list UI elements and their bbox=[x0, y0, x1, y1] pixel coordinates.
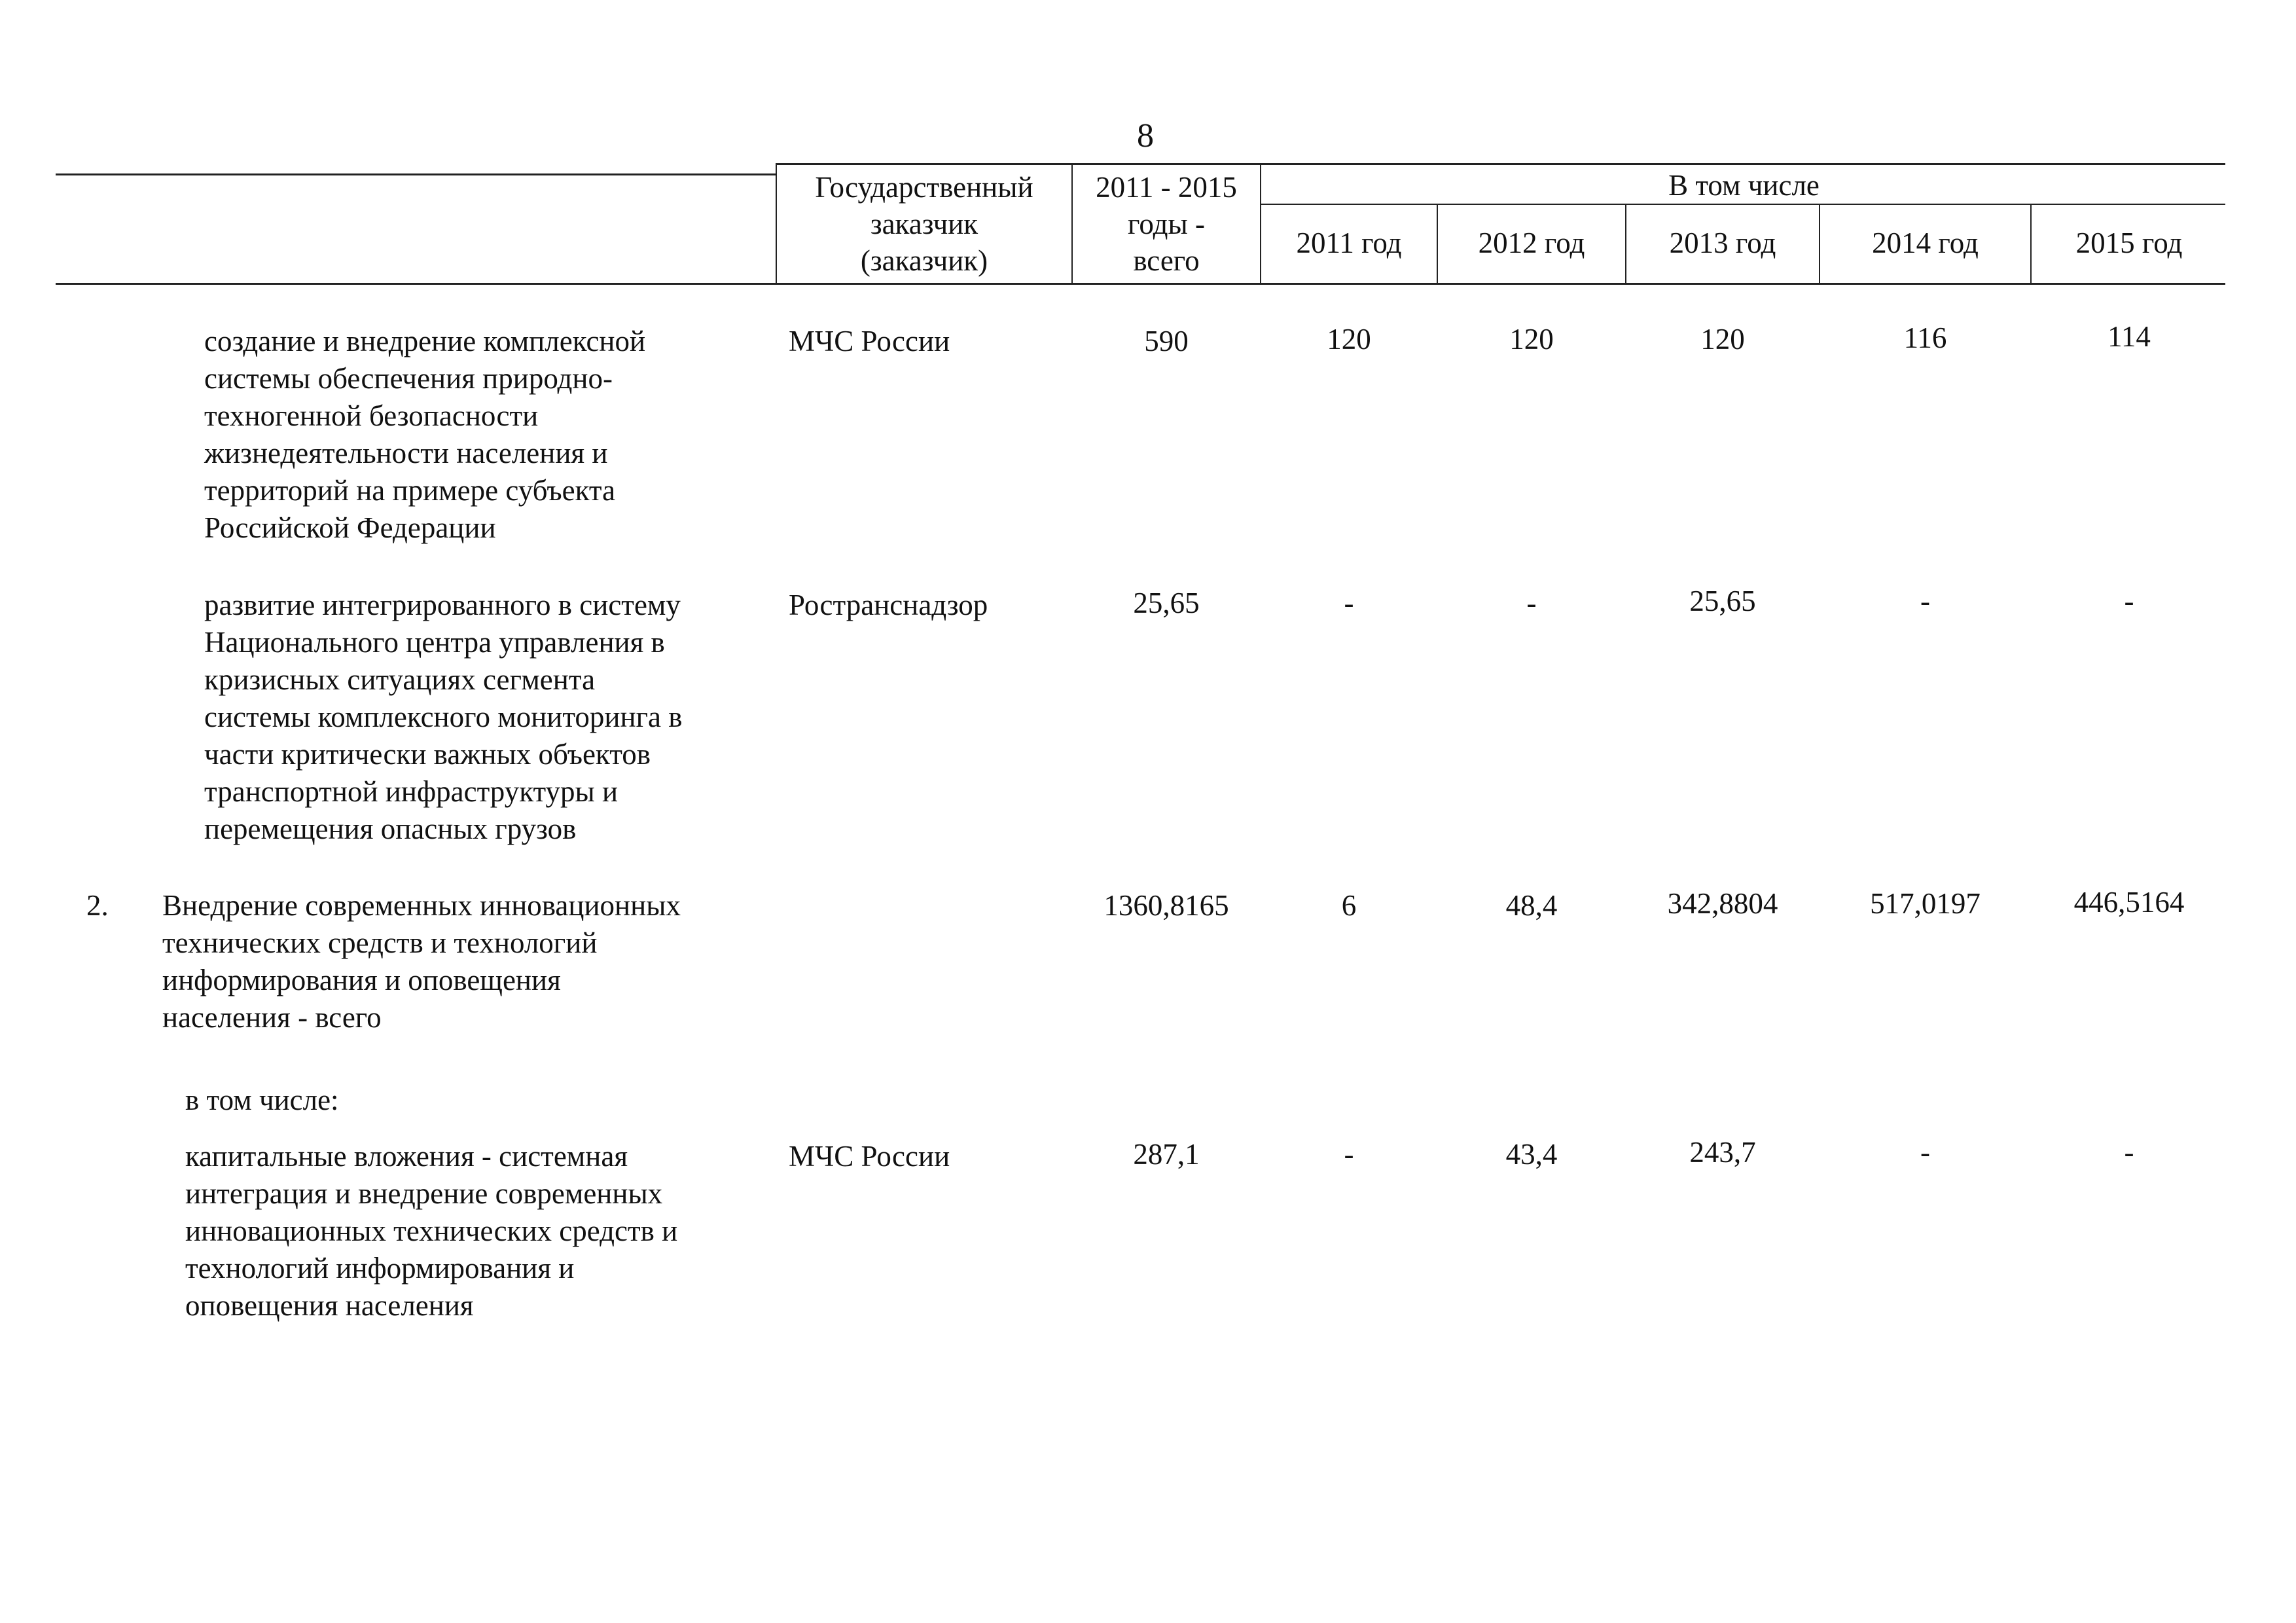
row-description-line: информирования и оповещения bbox=[162, 964, 561, 996]
row-value-2012: - bbox=[1526, 587, 1537, 619]
row-value-2013: 342,8804 bbox=[1667, 887, 1778, 920]
row-value-2013: 243,7 bbox=[1689, 1136, 1756, 1169]
header-customer-line-2: заказчик bbox=[870, 208, 978, 240]
page-number: 8 bbox=[1137, 117, 1154, 155]
row-total: 25,65 bbox=[1133, 587, 1200, 619]
row-description-line: техногенной безопасности bbox=[204, 399, 539, 432]
row-description-line: в том числе: bbox=[185, 1084, 339, 1116]
row-value-2015: 114 bbox=[2108, 320, 2151, 353]
row-value-2011: 120 bbox=[1327, 323, 1371, 356]
header-total bbox=[1073, 169, 1260, 279]
row-description-line: населения - всего bbox=[162, 1001, 382, 1034]
row-customer: Ространснадзор bbox=[789, 589, 988, 621]
header-year-2015: 2015 год bbox=[2075, 227, 2183, 259]
header-customer-line-3: (заказчик) bbox=[860, 244, 988, 277]
row-description-line: территорий на примере субъекта bbox=[204, 474, 616, 507]
row-description-line: технологий информирования и bbox=[185, 1252, 575, 1285]
row-description-line: системы обеспечения природно- bbox=[204, 362, 613, 395]
row-description bbox=[162, 887, 681, 1036]
row-value-2012: 43,4 bbox=[1505, 1138, 1558, 1171]
row-description-line: части критически важных объектов bbox=[204, 738, 651, 771]
header-year-2011: 2011 год bbox=[1296, 227, 1402, 259]
row-description bbox=[204, 323, 645, 547]
row-value-2014: - bbox=[1920, 1136, 1930, 1169]
header-top-rule bbox=[56, 173, 776, 175]
row-value-2012: 120 bbox=[1509, 323, 1554, 356]
row-value-2011: - bbox=[1344, 587, 1354, 619]
row-description-line: системы комплексного мониторинга в bbox=[204, 701, 683, 733]
row-description-line: создание и внедрение комплексной bbox=[204, 325, 646, 357]
header-total-line-2: годы - bbox=[1128, 208, 1205, 240]
row-description-line: Российской Федерации bbox=[204, 511, 496, 544]
row-description-line: капитальные вложения - системная bbox=[185, 1140, 628, 1173]
row-total: 1360,8165 bbox=[1103, 889, 1229, 922]
row-description-line: перемещения опасных грузов bbox=[204, 812, 577, 845]
row-description bbox=[185, 1082, 339, 1119]
row-description-line: развитие интегрированного в систему bbox=[204, 589, 681, 621]
header-total-line-1: 2011 - 2015 bbox=[1096, 171, 1237, 204]
header-top-rule-right bbox=[776, 163, 2225, 165]
row-customer: МЧС России bbox=[789, 1140, 950, 1173]
row-customer: МЧС России bbox=[789, 325, 950, 357]
including-rule bbox=[1260, 204, 2225, 205]
row-description-line: интеграция и внедрение современных bbox=[185, 1177, 663, 1210]
row-value-2013: 120 bbox=[1700, 323, 1745, 356]
row-value-2015: - bbox=[2124, 1136, 2134, 1169]
row-description-line: транспортной инфраструктуры и bbox=[204, 775, 619, 808]
header-total-line-3: всего bbox=[1133, 244, 1200, 277]
row-value-2011: - bbox=[1344, 1138, 1354, 1171]
row-value-2013: 25,65 bbox=[1689, 585, 1756, 617]
row-value-2011: 6 bbox=[1341, 889, 1357, 922]
row-description-line: инновационных технических средств и bbox=[185, 1214, 678, 1247]
header-year-2012: 2012 год bbox=[1478, 227, 1585, 259]
header-customer-line-1: Государственный bbox=[815, 171, 1033, 204]
row-value-2014: 116 bbox=[1903, 321, 1947, 354]
row-value-2012: 48,4 bbox=[1505, 889, 1558, 922]
row-description bbox=[204, 587, 683, 848]
row-description-line: Национального центра управления в bbox=[204, 626, 665, 659]
row-value-2015: 446,5164 bbox=[2073, 886, 2185, 919]
row-value-2014: - bbox=[1920, 585, 1930, 617]
row-description-line: технических средств и технологий bbox=[162, 926, 598, 959]
header-customer bbox=[777, 169, 1071, 279]
row-description-line: оповещения населения bbox=[185, 1289, 474, 1322]
row-number: 2. bbox=[86, 889, 109, 922]
row-description-line: кризисных ситуациях сегмента bbox=[204, 663, 596, 696]
header-bottom-rule bbox=[56, 283, 2225, 285]
row-total: 287,1 bbox=[1133, 1138, 1200, 1171]
header-including: В том числе bbox=[1668, 169, 1820, 202]
row-total: 590 bbox=[1144, 325, 1189, 357]
row-description-line: Внедрение современных инновационных bbox=[162, 889, 681, 922]
row-value-2015: - bbox=[2124, 585, 2134, 617]
row-description bbox=[185, 1138, 677, 1324]
header-year-2013: 2013 год bbox=[1669, 227, 1776, 259]
row-description-line: жизнедеятельности населения и bbox=[204, 437, 608, 469]
row-value-2014: 517,0197 bbox=[1870, 887, 1981, 920]
header-year-2014: 2014 год bbox=[1872, 227, 1979, 259]
